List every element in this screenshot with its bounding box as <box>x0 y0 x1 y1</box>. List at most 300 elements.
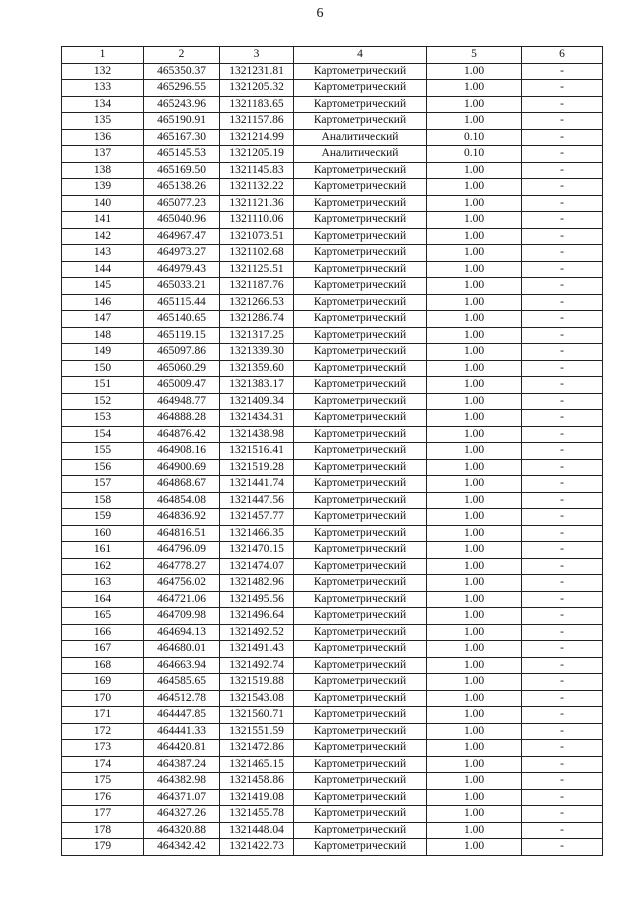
table-cell: 1321422.73 <box>220 839 294 856</box>
table-cell: 1.00 <box>427 789 522 806</box>
table-cell: 1321447.56 <box>220 492 294 509</box>
table-cell: - <box>522 657 603 674</box>
table-cell: 1321470.15 <box>220 542 294 559</box>
table-cell: 464585.65 <box>144 674 220 691</box>
table-row <box>62 80 603 97</box>
table-cell: 1.00 <box>427 492 522 509</box>
table-cell: 464888.28 <box>144 410 220 427</box>
table-cell: - <box>522 591 603 608</box>
table-cell: - <box>522 278 603 295</box>
column-header: 1 <box>62 47 144 64</box>
table-cell: 1321121.36 <box>220 195 294 212</box>
page-number: 6 <box>316 6 324 21</box>
table-cell: 0.10 <box>427 129 522 146</box>
table-cell: 160 <box>62 525 144 542</box>
table-cell: 464441.33 <box>144 723 220 740</box>
table-cell: 1321214.99 <box>220 129 294 146</box>
table-cell: - <box>522 608 603 625</box>
table-cell: - <box>522 575 603 592</box>
table-cell: - <box>522 839 603 856</box>
table-cell: 177 <box>62 806 144 823</box>
table-cell: - <box>522 740 603 757</box>
table-cell: 159 <box>62 509 144 526</box>
table-cell: 464371.07 <box>144 789 220 806</box>
table-cell: 465115.44 <box>144 294 220 311</box>
table-cell: 1.00 <box>427 443 522 460</box>
table-cell: 465009.47 <box>144 377 220 394</box>
table-cell: - <box>522 641 603 658</box>
table-cell: 1321145.83 <box>220 162 294 179</box>
table-cell: 464836.92 <box>144 509 220 526</box>
table-row <box>62 393 603 410</box>
table-cell: - <box>522 509 603 526</box>
table-cell: - <box>522 410 603 427</box>
table-row <box>62 789 603 806</box>
table-cell: 175 <box>62 773 144 790</box>
table-row <box>62 146 603 163</box>
table-cell: 163 <box>62 575 144 592</box>
table-row <box>62 311 603 328</box>
table-cell: - <box>522 63 603 80</box>
table-cell: 0.10 <box>427 146 522 163</box>
table-cell: 143 <box>62 245 144 262</box>
table-cell: 167 <box>62 641 144 658</box>
table-row <box>62 575 603 592</box>
table-cell: 1.00 <box>427 723 522 740</box>
table-cell: 464320.88 <box>144 822 220 839</box>
table-cell: - <box>522 327 603 344</box>
table-cell: 1.00 <box>427 426 522 443</box>
table-cell: 1321266.53 <box>220 294 294 311</box>
table-cell: 1321519.88 <box>220 674 294 691</box>
table-cell: Картометрический <box>294 806 427 823</box>
table-cell: Картометрический <box>294 608 427 625</box>
table-cell: 465190.91 <box>144 113 220 130</box>
table-cell: 1.00 <box>427 839 522 856</box>
table-cell: - <box>522 674 603 691</box>
table-row <box>62 509 603 526</box>
table-cell: - <box>522 756 603 773</box>
table-cell: 1321495.56 <box>220 591 294 608</box>
table-cell: 1321339.30 <box>220 344 294 361</box>
table-cell: 465145.53 <box>144 146 220 163</box>
table-cell: 1321102.68 <box>220 245 294 262</box>
table-row <box>62 245 603 262</box>
table-header-row <box>62 47 603 64</box>
table-cell: 1.00 <box>427 509 522 526</box>
table-cell: 464721.06 <box>144 591 220 608</box>
table-cell: 1.00 <box>427 674 522 691</box>
table-row <box>62 294 603 311</box>
table-cell: 134 <box>62 96 144 113</box>
table-row <box>62 525 603 542</box>
column-header: 4 <box>294 47 427 64</box>
table-row <box>62 129 603 146</box>
table-cell: Картометрический <box>294 278 427 295</box>
table-cell: - <box>522 773 603 790</box>
table-cell: 137 <box>62 146 144 163</box>
table-cell: 465033.21 <box>144 278 220 295</box>
table-cell: Картометрический <box>294 509 427 526</box>
table-row <box>62 476 603 493</box>
table-row <box>62 212 603 229</box>
table-cell: Картометрический <box>294 245 427 262</box>
table-cell: 1.00 <box>427 360 522 377</box>
table-cell: - <box>522 443 603 460</box>
table-cell: 464854.08 <box>144 492 220 509</box>
table-row <box>62 542 603 559</box>
table-row <box>62 344 603 361</box>
table-cell: 152 <box>62 393 144 410</box>
table-cell: 1321474.07 <box>220 558 294 575</box>
table-cell: 135 <box>62 113 144 130</box>
table-row <box>62 608 603 625</box>
table-cell: 151 <box>62 377 144 394</box>
table-cell: 464948.77 <box>144 393 220 410</box>
table-cell: 1321073.51 <box>220 228 294 245</box>
table-row <box>62 377 603 394</box>
table-cell: 1.00 <box>427 558 522 575</box>
table-row <box>62 327 603 344</box>
table-cell: 1321438.98 <box>220 426 294 443</box>
table-cell: 147 <box>62 311 144 328</box>
table-row <box>62 674 603 691</box>
table-cell: 1.00 <box>427 608 522 625</box>
table-row <box>62 492 603 509</box>
table-cell: 1321543.08 <box>220 690 294 707</box>
table-cell: 1321448.04 <box>220 822 294 839</box>
table-row <box>62 459 603 476</box>
table-cell: 1321110.06 <box>220 212 294 229</box>
table-cell: 465296.55 <box>144 80 220 97</box>
table-cell: 1321458.86 <box>220 773 294 790</box>
table-cell: 1.00 <box>427 641 522 658</box>
table-cell: Картометрический <box>294 63 427 80</box>
table-cell: Картометрический <box>294 393 427 410</box>
table-cell: Аналитический <box>294 129 427 146</box>
table-row <box>62 261 603 278</box>
table-cell: 144 <box>62 261 144 278</box>
table-cell: 1.00 <box>427 327 522 344</box>
table-cell: 1321457.77 <box>220 509 294 526</box>
table-cell: Картометрический <box>294 195 427 212</box>
table-cell: 1321466.35 <box>220 525 294 542</box>
table-cell: Картометрический <box>294 740 427 757</box>
table-cell: Картометрический <box>294 492 427 509</box>
table-cell: 465140.65 <box>144 311 220 328</box>
table-cell: 464382.98 <box>144 773 220 790</box>
table-cell: 465138.26 <box>144 179 220 196</box>
table-cell: 1.00 <box>427 96 522 113</box>
table-cell: Картометрический <box>294 773 427 790</box>
table-cell: 141 <box>62 212 144 229</box>
table-cell: - <box>522 624 603 641</box>
table-cell: 464908.16 <box>144 443 220 460</box>
table-cell: 133 <box>62 80 144 97</box>
table-row <box>62 278 603 295</box>
table-cell: Картометрический <box>294 789 427 806</box>
table-row <box>62 822 603 839</box>
table-cell: 1321434.31 <box>220 410 294 427</box>
table-cell: - <box>522 129 603 146</box>
table-cell: 1321187.76 <box>220 278 294 295</box>
table-cell: 464973.27 <box>144 245 220 262</box>
table-cell: Картометрический <box>294 96 427 113</box>
table-cell: Картометрический <box>294 443 427 460</box>
table-cell: Картометрический <box>294 657 427 674</box>
table-row <box>62 624 603 641</box>
table-cell: 464342.42 <box>144 839 220 856</box>
table-cell: Картометрический <box>294 756 427 773</box>
table-cell: 1.00 <box>427 80 522 97</box>
table-cell: 1.00 <box>427 707 522 724</box>
table-cell: 464512.78 <box>144 690 220 707</box>
table-cell: - <box>522 245 603 262</box>
table-cell: 1321472.86 <box>220 740 294 757</box>
table-row <box>62 690 603 707</box>
table-cell: - <box>522 558 603 575</box>
table-cell: 1.00 <box>427 195 522 212</box>
table-cell: - <box>522 459 603 476</box>
table-cell: Картометрический <box>294 624 427 641</box>
table-row <box>62 179 603 196</box>
table-cell: - <box>522 179 603 196</box>
table-cell: - <box>522 476 603 493</box>
table-cell: - <box>522 96 603 113</box>
table-cell: 1.00 <box>427 525 522 542</box>
table-cell: - <box>522 294 603 311</box>
table-cell: 1321359.60 <box>220 360 294 377</box>
table-cell: - <box>522 261 603 278</box>
table-cell: Картометрический <box>294 113 427 130</box>
table-cell: 1321157.86 <box>220 113 294 130</box>
table-row <box>62 839 603 856</box>
table-cell: 149 <box>62 344 144 361</box>
table-row <box>62 426 603 443</box>
table-cell: 1321519.28 <box>220 459 294 476</box>
table-cell: - <box>522 377 603 394</box>
table-cell: - <box>522 162 603 179</box>
table-cell: 179 <box>62 839 144 856</box>
table-cell: 1.00 <box>427 542 522 559</box>
table-cell: Картометрический <box>294 690 427 707</box>
table-cell: 465077.23 <box>144 195 220 212</box>
table-cell: 465040.96 <box>144 212 220 229</box>
table-cell: Картометрический <box>294 162 427 179</box>
table-cell: 1.00 <box>427 591 522 608</box>
table-cell: 1321560.71 <box>220 707 294 724</box>
table-cell: 157 <box>62 476 144 493</box>
table-cell: 1321205.19 <box>220 146 294 163</box>
table-cell: - <box>522 113 603 130</box>
table-cell: 1321455.78 <box>220 806 294 823</box>
table-row <box>62 96 603 113</box>
table-row <box>62 113 603 130</box>
table-cell: 1.00 <box>427 162 522 179</box>
table-cell: 1321492.74 <box>220 657 294 674</box>
table-cell: Картометрический <box>294 723 427 740</box>
table-cell: 148 <box>62 327 144 344</box>
table-row <box>62 195 603 212</box>
table-row <box>62 63 603 80</box>
table-cell: - <box>522 723 603 740</box>
table-cell: 1.00 <box>427 278 522 295</box>
table-cell: 142 <box>62 228 144 245</box>
table-cell: Картометрический <box>294 377 427 394</box>
table-cell: 1.00 <box>427 113 522 130</box>
table-cell: 1.00 <box>427 476 522 493</box>
table-cell: - <box>522 707 603 724</box>
table-cell: 158 <box>62 492 144 509</box>
table-cell: 1.00 <box>427 657 522 674</box>
column-header: 5 <box>427 47 522 64</box>
table-cell: Картометрический <box>294 261 427 278</box>
table-cell: 1321496.64 <box>220 608 294 625</box>
table-cell: 1.00 <box>427 624 522 641</box>
table-cell: - <box>522 212 603 229</box>
table-cell: 465060.29 <box>144 360 220 377</box>
table-cell: - <box>522 822 603 839</box>
table-cell: - <box>522 228 603 245</box>
table-cell: 464756.02 <box>144 575 220 592</box>
table-cell: Картометрический <box>294 179 427 196</box>
table-cell: - <box>522 360 603 377</box>
table-cell: 1.00 <box>427 344 522 361</box>
table-cell: 1321132.22 <box>220 179 294 196</box>
table-cell: - <box>522 789 603 806</box>
table-cell: Картометрический <box>294 641 427 658</box>
table-cell: 171 <box>62 707 144 724</box>
table-cell: 170 <box>62 690 144 707</box>
table-cell: 156 <box>62 459 144 476</box>
table-cell: 1321516.41 <box>220 443 294 460</box>
table-cell: Картометрический <box>294 327 427 344</box>
table-row <box>62 707 603 724</box>
table-cell: 465169.50 <box>144 162 220 179</box>
table-cell: 1321125.51 <box>220 261 294 278</box>
table-cell: 464420.81 <box>144 740 220 757</box>
table-cell: 1321419.08 <box>220 789 294 806</box>
table-cell: 1321286.74 <box>220 311 294 328</box>
table-row <box>62 740 603 757</box>
table-cell: 465243.96 <box>144 96 220 113</box>
table-cell: - <box>522 525 603 542</box>
table-cell: 166 <box>62 624 144 641</box>
table-row <box>62 228 603 245</box>
table-cell: 465167.30 <box>144 129 220 146</box>
table-cell: 465119.15 <box>144 327 220 344</box>
table-cell: Картометрический <box>294 542 427 559</box>
table-cell: 1321465.15 <box>220 756 294 773</box>
table-cell: 1.00 <box>427 740 522 757</box>
table-cell: 464327.26 <box>144 806 220 823</box>
table-cell: 178 <box>62 822 144 839</box>
table-cell: 1.00 <box>427 822 522 839</box>
table-cell: 150 <box>62 360 144 377</box>
table-cell: 161 <box>62 542 144 559</box>
table-cell: 1.00 <box>427 228 522 245</box>
table-cell: 132 <box>62 63 144 80</box>
table-cell: 1.00 <box>427 806 522 823</box>
table-cell: 1321482.96 <box>220 575 294 592</box>
table-cell: Картометрический <box>294 839 427 856</box>
table-cell: 1321317.25 <box>220 327 294 344</box>
table-cell: 1321551.59 <box>220 723 294 740</box>
table-cell: 169 <box>62 674 144 691</box>
table-cell: 464900.69 <box>144 459 220 476</box>
table-cell: 1.00 <box>427 410 522 427</box>
table-cell: Картометрический <box>294 674 427 691</box>
table-cell: 1.00 <box>427 756 522 773</box>
table-cell: 1.00 <box>427 773 522 790</box>
table-cell: 465350.37 <box>144 63 220 80</box>
table-cell: 464694.13 <box>144 624 220 641</box>
table-cell: 464680.01 <box>144 641 220 658</box>
table-cell: Картометрический <box>294 707 427 724</box>
table-cell: Аналитический <box>294 146 427 163</box>
table-cell: 1.00 <box>427 212 522 229</box>
table-cell: 464663.94 <box>144 657 220 674</box>
column-header: 3 <box>220 47 294 64</box>
table-cell: 1.00 <box>427 690 522 707</box>
table-cell: 464979.43 <box>144 261 220 278</box>
table-row <box>62 756 603 773</box>
table-cell: - <box>522 690 603 707</box>
table-cell: 464778.27 <box>144 558 220 575</box>
table-cell: Картометрический <box>294 80 427 97</box>
table-cell: Картометрический <box>294 591 427 608</box>
table-cell: 172 <box>62 723 144 740</box>
table-cell: 464709.98 <box>144 608 220 625</box>
table-cell: Картометрический <box>294 212 427 229</box>
table-cell: 1321409.34 <box>220 393 294 410</box>
table-cell: 464387.24 <box>144 756 220 773</box>
table-cell: 1.00 <box>427 575 522 592</box>
table-cell: 138 <box>62 162 144 179</box>
table-row <box>62 657 603 674</box>
column-header: 6 <box>522 47 603 64</box>
table-cell: 146 <box>62 294 144 311</box>
table-cell: - <box>522 426 603 443</box>
table-cell: 1321183.65 <box>220 96 294 113</box>
table-body <box>62 63 603 855</box>
table-cell: - <box>522 311 603 328</box>
table-cell: - <box>522 146 603 163</box>
table-cell: 1.00 <box>427 63 522 80</box>
table-cell: 464967.47 <box>144 228 220 245</box>
table-cell: 1321205.32 <box>220 80 294 97</box>
table-cell: - <box>522 344 603 361</box>
table-row <box>62 723 603 740</box>
table-cell: 464876.42 <box>144 426 220 443</box>
table-row <box>62 806 603 823</box>
table-cell: Картометрический <box>294 360 427 377</box>
table-cell: Картометрический <box>294 426 427 443</box>
table-cell: 1321491.43 <box>220 641 294 658</box>
table-row <box>62 360 603 377</box>
table-cell: 1321441.74 <box>220 476 294 493</box>
table-cell: Картометрический <box>294 558 427 575</box>
table-cell: 1.00 <box>427 311 522 328</box>
table-cell: - <box>522 80 603 97</box>
table-cell: 139 <box>62 179 144 196</box>
table-cell: Картометрический <box>294 228 427 245</box>
table-row <box>62 641 603 658</box>
table-cell: 154 <box>62 426 144 443</box>
table-cell: Картометрический <box>294 294 427 311</box>
table-row <box>62 410 603 427</box>
table-cell: Картометрический <box>294 410 427 427</box>
